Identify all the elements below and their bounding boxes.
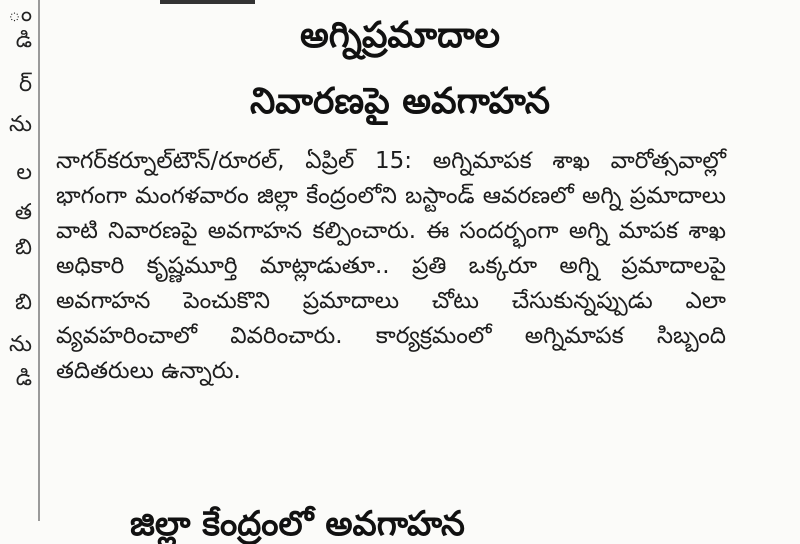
left-fragment: ం <box>8 2 32 27</box>
left-fragment: డి <box>15 366 32 391</box>
left-fragment: బి <box>15 290 32 315</box>
next-article-headline <box>130 502 610 544</box>
left-fragment: ను <box>8 112 32 137</box>
left-fragment: ర్ <box>18 72 32 97</box>
article-headline-line2: నివారణపై అవగాహన <box>250 81 550 122</box>
column-divider <box>38 0 40 521</box>
left-fragment: డి <box>15 28 32 53</box>
next-headline-text: జిల్లా కేంద్రంలో అవగాహన <box>130 504 465 544</box>
article-body: నాగర్‌కర్నూల్‌టౌన్‌/రూరల్‌, ఏప్రిల్‌ 15: అగ్నిమాపక శాఖ వారోత్సవాల్లో భాగంగా మంగళవారం జిల్లా కేంద్రంలోని బస్టాండ్‌ ఆవరణలో అగ్ని ప్రమాదాలు వాటి నివారణపై అవగాహన కల్పించారు. ఈ సందర్భంగా అగ్ని మాపక శాఖ అధికారి కృష్ణమూర్తి మాట్లాడుతూ.. ప్రతి ఒక్కరూ అగ్ని ప్రమాదాలపై అవగాహన పెంచుకొని ప్రమాదాలు చోటు చేసుకున్నప్పుడు ఎలా వ్యవహరించాలో వివరించారు. కార్యక్రమంలో అగ్నిమాపక సిబ్బంది తదితరులు ఉన్నారు. <box>56 148 726 384</box>
left-fragment: త <box>14 200 32 225</box>
article-headline-line1: అగ్నిప్రమాదాల <box>299 15 501 56</box>
left-fragment: ల <box>16 160 32 185</box>
left-fragment: బి <box>15 235 32 260</box>
top-rule <box>160 0 255 4</box>
left-fragment: ను <box>8 332 32 357</box>
left-column-fragments <box>0 0 36 521</box>
